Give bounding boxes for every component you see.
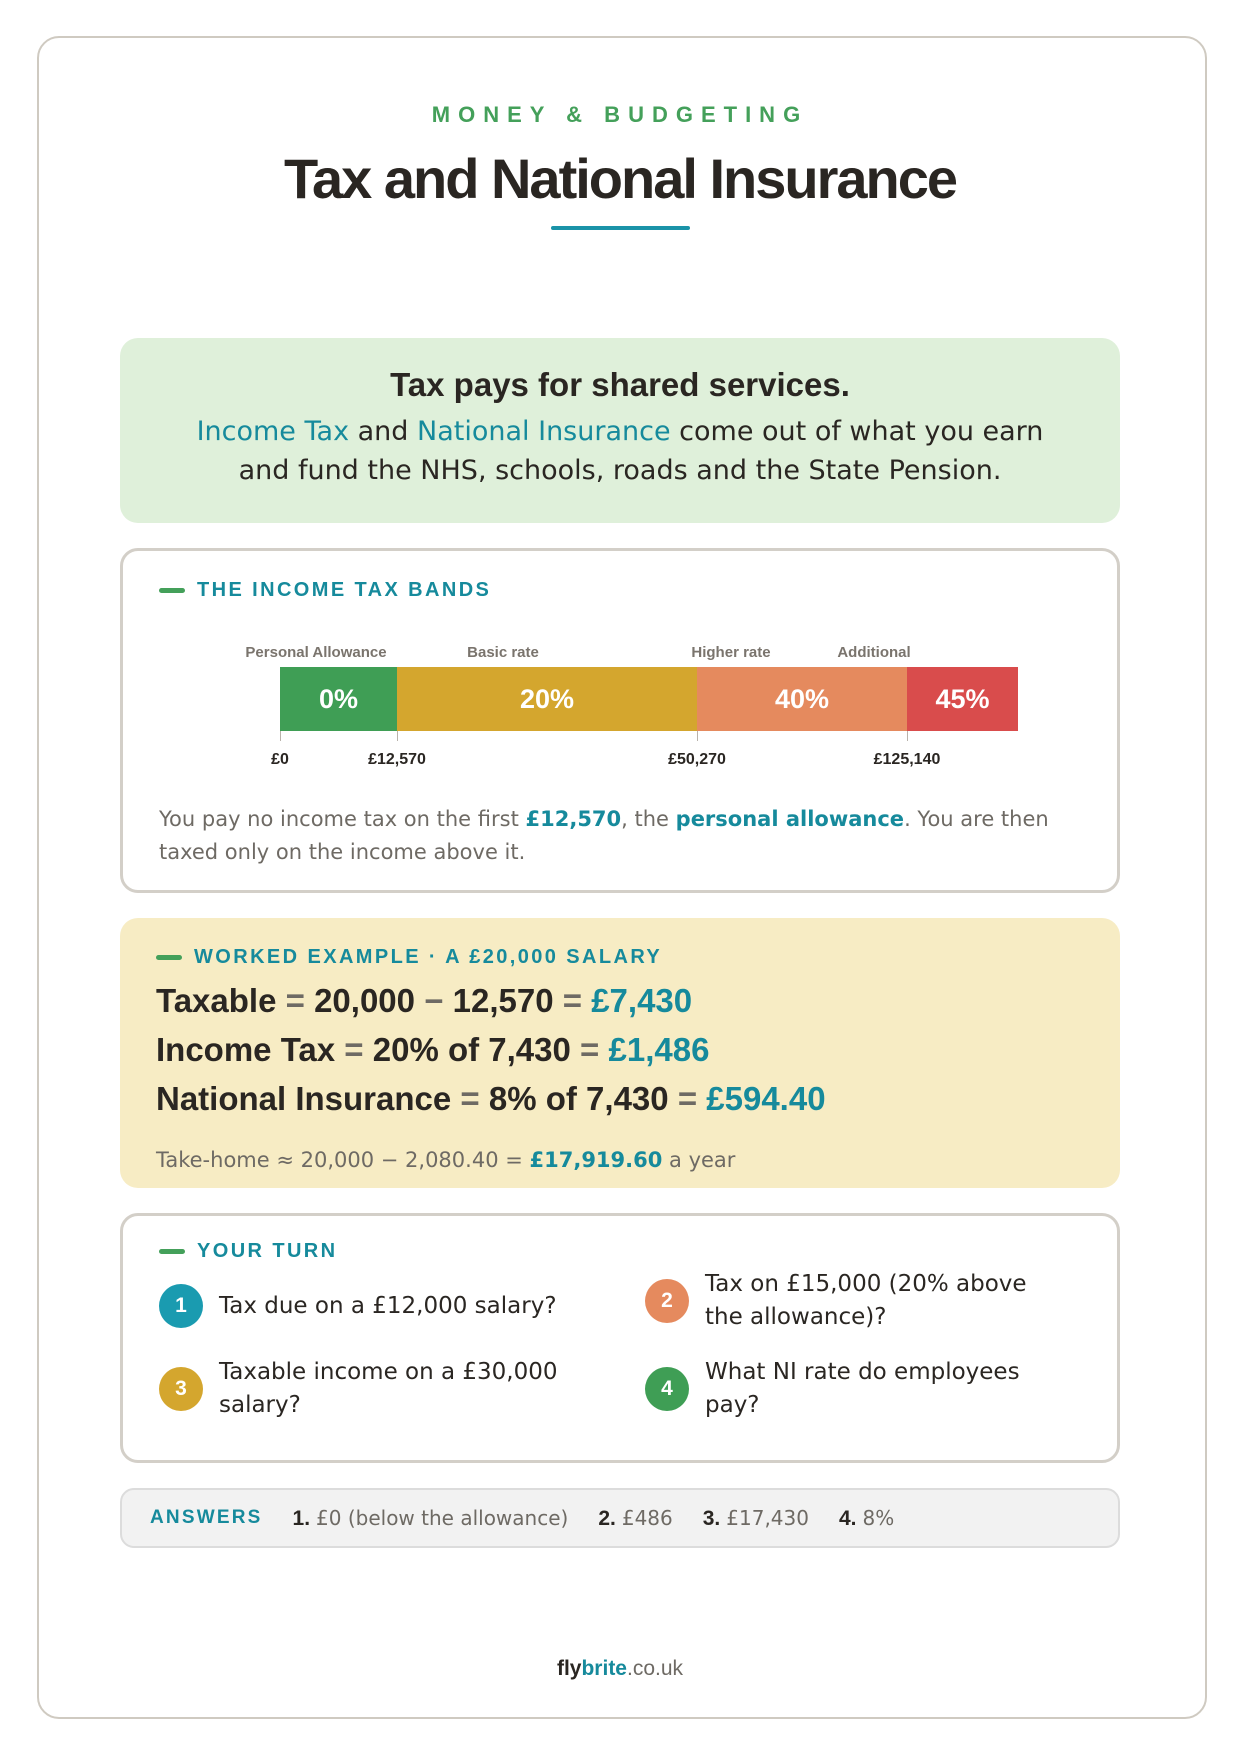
equation-taxable: [156, 982, 692, 1020]
take-home-suffix: a year: [662, 1148, 736, 1172]
take-home-line: [156, 1148, 735, 1172]
band-name-basic-rate: Basic rate: [467, 644, 539, 661]
equation-national-insurance: [156, 1080, 826, 1118]
note-text-pre: You pay no income tax on the first: [159, 807, 526, 831]
your-turn-section-label: [159, 1240, 338, 1263]
your-turn-card: [120, 1213, 1120, 1463]
threshold-label-12570: £12,570: [368, 751, 426, 768]
threshold-label-125140: £125,140: [873, 751, 941, 768]
income-tax-term: Income Tax: [196, 416, 350, 447]
section-dash-icon: [156, 955, 182, 960]
answer-text: £0 (below the allowance): [316, 1505, 569, 1530]
eq-label: National Insurance: [156, 1080, 452, 1117]
answers-bar: [120, 1488, 1120, 1548]
question-2: [645, 1268, 1055, 1334]
threshold-tick: [697, 731, 698, 741]
personal-allowance-note: [159, 803, 1079, 869]
eq-result: £7,430: [591, 982, 693, 1019]
eq-operator: =: [562, 982, 583, 1019]
answer-text: £17,430: [726, 1505, 809, 1530]
brand-domain: .co.uk: [627, 1657, 684, 1680]
note-text-mid: , the: [621, 807, 676, 831]
answer-text: £486: [621, 1505, 673, 1530]
band-segment-basic-rate: 20%: [397, 667, 697, 731]
eq-operator: −: [424, 982, 444, 1019]
worked-example-card: [120, 918, 1120, 1188]
question-number-badge: 3: [159, 1367, 203, 1411]
band-name-additional: Additional: [837, 644, 911, 661]
question-text: Tax on £15,000 (20% above the allowance)?: [705, 1271, 1027, 1330]
answer-number: 2.: [598, 1506, 616, 1530]
tax-bands-label-text: THE INCOME TAX BANDS: [197, 579, 492, 601]
take-home-value: £17,919.60: [529, 1148, 663, 1172]
question-3: [159, 1356, 559, 1422]
intro-rest-2: and fund the NHS, schools, roads and the State Pension.: [238, 455, 1002, 486]
intro-rest-1: come out of what you earn: [670, 416, 1044, 447]
eq-operator: =: [677, 1080, 698, 1117]
threshold-tick: [397, 731, 398, 741]
question-4: [645, 1356, 1055, 1422]
band-name-higher-rate: Higher rate: [691, 644, 771, 661]
footer-brand[interactable]: [0, 1657, 1240, 1681]
equation-income-tax: [156, 1031, 709, 1069]
intro-and: and: [349, 416, 418, 447]
eq-label: Taxable: [156, 982, 277, 1019]
threshold-tick: [907, 731, 908, 741]
tax-bands-card: [120, 548, 1120, 893]
brand-part-2: brite: [581, 1657, 627, 1680]
question-1: [159, 1284, 579, 1328]
answer-1: [293, 1506, 569, 1531]
answer-number: 3.: [702, 1506, 721, 1530]
threshold-label-0: £0: [271, 751, 289, 768]
eq-term: 20,000: [314, 982, 416, 1019]
eq-term: 12,570: [452, 982, 554, 1019]
eq-label: Income Tax: [156, 1031, 336, 1068]
question-number-badge: 1: [159, 1284, 203, 1328]
band-segment-personal-allowance: 0%: [280, 667, 397, 731]
answer-text: 8%: [862, 1505, 895, 1530]
answer-2: [598, 1506, 672, 1531]
worked-example-section-label: [156, 946, 662, 969]
threshold-label-50270: £50,270: [668, 751, 726, 768]
eq-term: 8% of 7,430: [488, 1080, 669, 1117]
intro-heading: Tax pays for shared services.: [390, 366, 850, 403]
eq-operator: =: [580, 1031, 600, 1068]
title-underline: [551, 226, 690, 230]
note-term: personal allowance: [675, 807, 905, 831]
tax-bands-section-label: [159, 579, 491, 602]
question-number-badge: 4: [645, 1367, 689, 1411]
eq-result: £594.40: [706, 1080, 826, 1117]
band-name-personal-allowance: Personal Allowance: [245, 644, 387, 661]
section-dash-icon: [159, 1249, 185, 1254]
note-text-post: . You are then taxed only on the income above it.: [159, 807, 1049, 864]
brand-part-1: fly: [556, 1657, 582, 1680]
question-text: What NI rate do employees pay?: [705, 1359, 1020, 1418]
answer-4: [839, 1506, 894, 1531]
intro-card: [120, 338, 1120, 523]
eq-term: 20% of 7,430: [372, 1031, 571, 1068]
your-turn-label-text: YOUR TURN: [197, 1240, 338, 1262]
threshold-tick: [280, 731, 281, 741]
band-segment-higher-rate: 40%: [697, 667, 907, 731]
question-number-badge: 2: [645, 1279, 689, 1323]
eq-result: £1,486: [608, 1031, 710, 1068]
eq-operator: =: [285, 982, 305, 1019]
eq-operator: =: [344, 1031, 364, 1068]
question-text: Tax due on a £12,000 salary?: [219, 1292, 557, 1319]
worked-example-label-text: WORKED EXAMPLE · A £20,000 SALARY: [194, 946, 663, 968]
answer-3: [703, 1506, 809, 1531]
answer-number: 1.: [292, 1506, 311, 1530]
category-eyebrow: MONEY & BUDGETING: [431, 102, 809, 127]
answers-label: ANSWERS: [150, 1507, 263, 1528]
page-title: Tax and National Insurance: [283, 147, 957, 210]
section-dash-icon: [159, 588, 185, 593]
eq-operator: =: [460, 1080, 480, 1117]
note-amount: £12,570: [525, 807, 622, 831]
intro-body: [120, 412, 1120, 490]
take-home-text: Take-home ≈ 20,000 − 2,080.40 =: [156, 1148, 530, 1172]
national-insurance-term: National Insurance: [417, 416, 671, 447]
question-text: Taxable income on a £30,000 salary?: [219, 1359, 558, 1418]
tax-bands-bar: [280, 667, 1018, 731]
answer-number: 4.: [838, 1506, 857, 1530]
band-segment-additional: 45%: [907, 667, 1018, 731]
